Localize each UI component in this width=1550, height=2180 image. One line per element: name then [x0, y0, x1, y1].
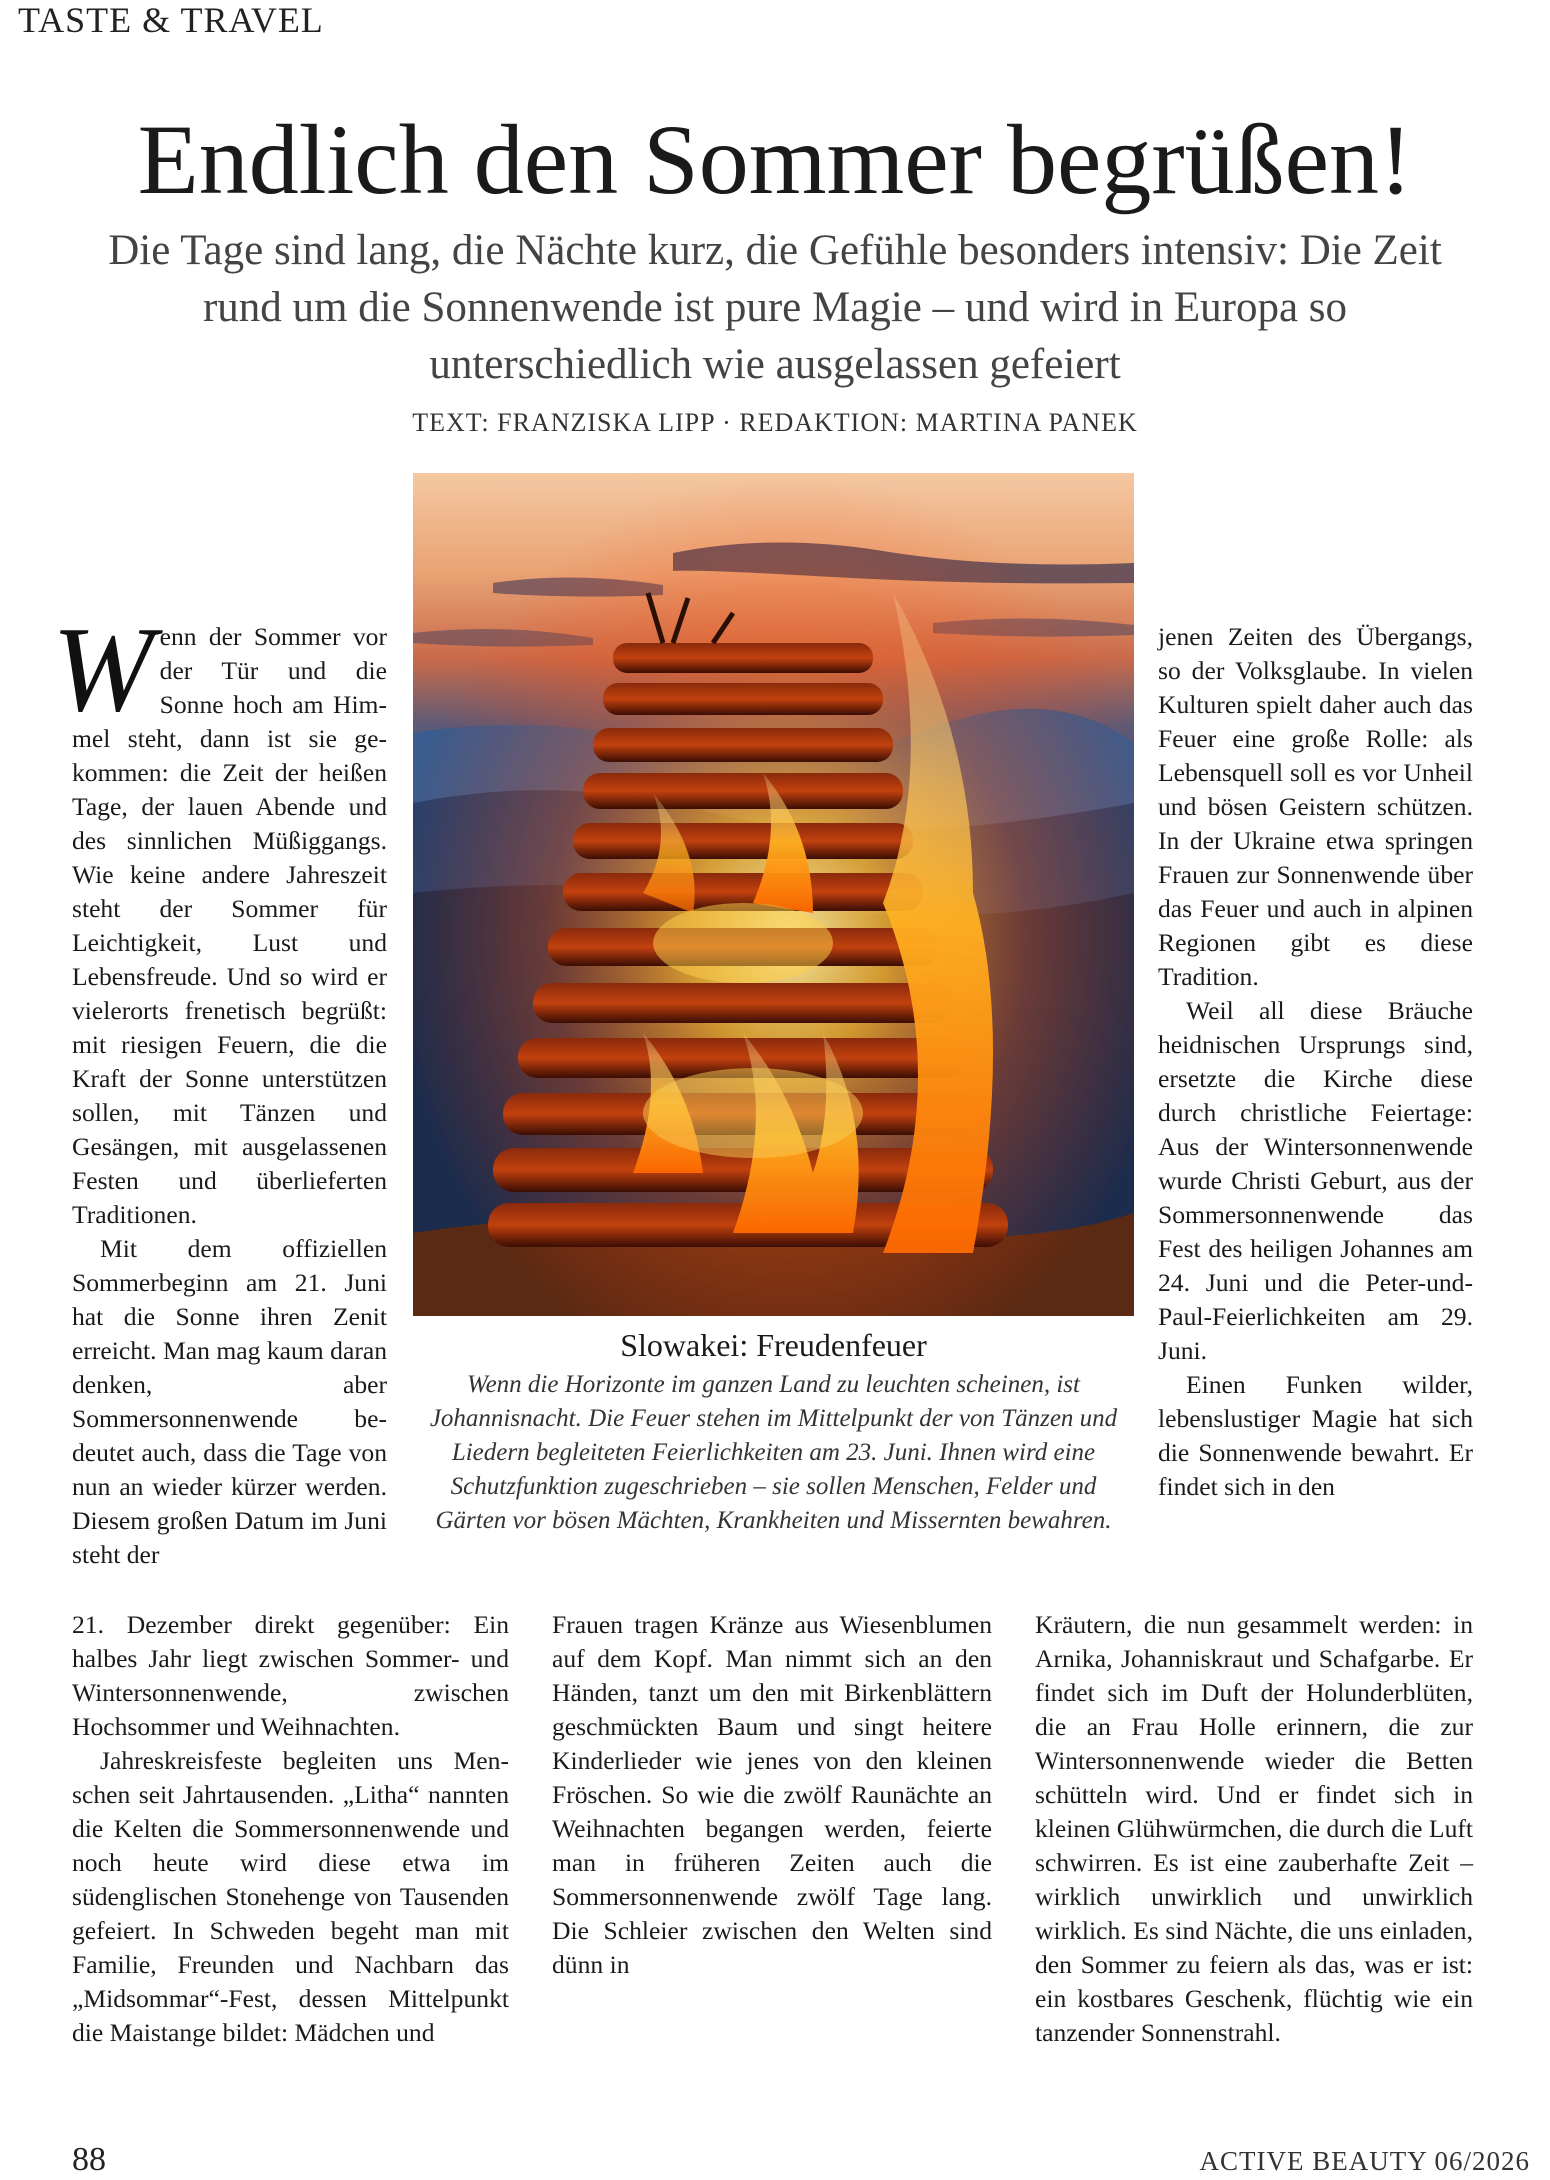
text-column-right-upper	[1158, 620, 1473, 1504]
paragraph: Einen Funken wilder, lebenslustiger Magie hat sich die Sonnenwende bewahrt. Er findet sich in den	[1158, 1370, 1473, 1501]
text-column-right-lower	[1035, 1608, 1473, 2050]
paragraph: 21. Dezember direkt gegenüber: Ein halbes Jahr liegt zwischen Sommer- und Wintersonnenwende, zwischen Hochsommer und Weihnachten.	[72, 1610, 509, 1741]
bonfire-illustration	[413, 473, 1134, 1316]
paragraph: jenen Zeiten des Übergangs, so der Volksglaube. In vielen Kulturen spielt daher auch das Feuer eine große Rolle: als Lebensquell soll es vor Unheil und bösen Geistern schützen. In der Ukraine etwa springen Frauen zur Sonnenwende über das Feuer und auch in alpinen Regionen gibt es diese Tradition.	[1158, 622, 1473, 991]
article-subtitle: Die Tage sind lang, die Nächte kurz, die Gefühle besonders intensiv: Die Zeit rund um die Sonnenwende ist pure Magie – und wird in Europa so unterschiedlich wie ausgelassen gefeiert	[108, 227, 1442, 388]
paragraph: Jahreskreisfeste begleiten uns Menschen seit Jahrtausenden. „Litha“ nannten die Kelten die Sommersonnenwende und noch heute wird diese etwa im südenglischen Stonehenge von Tausenden gefeiert. In Schweden begeht man mit Familie, Freunden und Nachbarn das „Midsommar“-Fest, dessen Mittelpunkt die Maistange bildet: Mädchen und	[72, 1746, 509, 2047]
text-column-middle-lower	[552, 1608, 992, 1982]
paragraph-intro-text: enn der Sommer vor der Tür und die Sonne hoch am Himmel steht, dann ist sie gekommen: die Zeit der heißen Tage, der lauen Abende und des sinnlichen Müßiggangs. Wie keine andere Jahreszeit steht der Sommer für Leichtigkeit, Lust und Lebensfreude. Und so wird er vielerorts frenetisch begrüßt: mit riesigen Feuern, die die Kraft der Sonne unterstützen sollen, mit Tänzen und Gesängen, mit ausgelassenen Festen und überlieferten Traditionen.	[72, 622, 387, 1229]
paragraph-intro	[52, 602, 387, 1232]
drop-cap: W	[52, 602, 154, 737]
text-column-left-lower	[72, 1608, 509, 2050]
magazine-issue: ACTIVE BEAUTY 06/2026	[1199, 2146, 1530, 2176]
paragraph: Frauen tragen Kränze aus Wiesenblumen auf dem Kopf. Man nimmt sich an den Händen, tanzt um den mit Birkenblättern geschmückten Baum und singt heitere Kinderlieder wie jenes von den kleinen Fröschen. So wie die zwölf Raunächte an Weihnachten begangen werden, feierte man in früheren Zeiten auch die Sommersonnenwende zwölf Tage lang. Die Schleier zwischen den Welten sind dünn in	[552, 1610, 992, 1979]
section-label: TASTE & TRAVEL	[18, 0, 324, 40]
paragraph: Kräutern, die nun gesammelt werden: in Arnika, Johanniskraut und Schafgarbe. Er findet sich im Duft der Holunderblüten, die an Frau Holle erinnern, die zur Wintersonnenwende wieder die Betten schütteln wird. Und er findet sich in kleinen Glühwürmchen, die durch die Luft schwirren. Es ist eine zauberhafte Zeit – wirklich unwirklich und unwirklich wirklich. Es sind Nächte, die uns einladen, den Sommer zu feiern als das, was er ist: ein kostbares Geschenk, flüchtig wie ein tanzender Sonnenstrahl.	[1035, 1610, 1473, 2047]
article-title: Endlich den Sommer begrüßen!	[137, 104, 1413, 215]
photo-caption-text: Wenn die Horizonte im ganzen Land zu leuchten scheinen, ist Johannisnacht. Die Feuer stehen im Mittelpunkt der von Tänzen und Liedern begleiteten Feierlichkeiten am 23. Juni. Ihnen wird eine Schutzfunktion zugeschrieben – sie sollen Menschen, Felder und Gärten vor bösen Mächten, Krankheiten und Missernten bewahren.	[429, 1371, 1118, 1534]
page-number: 88	[72, 2141, 106, 2178]
paragraph: Mit dem offiziellen Sommerbeginn am 21. Juni hat die Sonne ihren Zenit erreicht. Man mag kaum daran denken, aber Sommersonnenwende bedeutet auch, dass die Tage von nun an wieder kürzer werden. Diesem großen Datum im Juni steht der	[72, 1234, 387, 1569]
photo-caption-title: Slowakei: Freudenfeuer	[620, 1327, 927, 1363]
article-credits: TEXT: FRANZISKA LIPP · REDAKTION: MARTINA PANEK	[412, 408, 1138, 437]
bonfire-photo	[413, 473, 1134, 1316]
paragraph: Weil all diese Bräuche heidnischen Ursprungs sind, ersetzte die Kirche diese durch christliche Feiertage: Aus der Wintersonnenwende wurde Christi Geburt, aus der Sommersonnenwende das Fest des heiligen Johannes am 24. Juni und die Peter-und-Paul-Feierlichkeiten am 29. Juni.	[1158, 996, 1473, 1365]
text-column-left-upper	[52, 602, 387, 1572]
